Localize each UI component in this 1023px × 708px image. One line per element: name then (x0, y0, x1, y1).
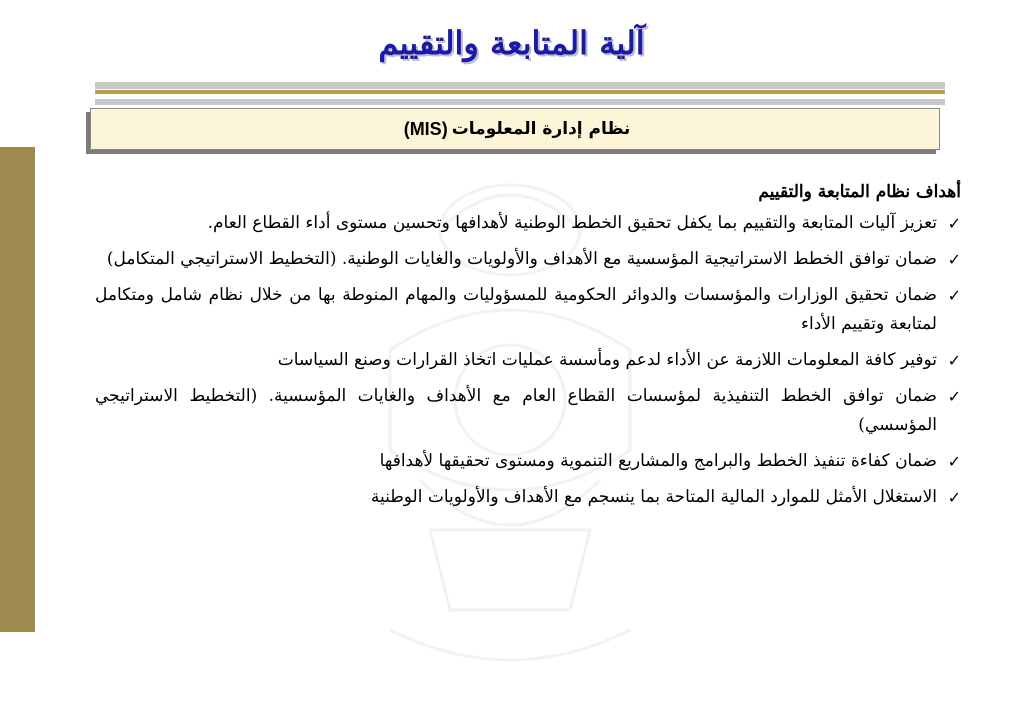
list-item (95, 209, 961, 238)
section-heading: أهداف نظام المتابعة والتقييم (758, 182, 961, 202)
list-item-text: تعزيز آليات المتابعة والتقييم بما يكفل تحقيق الخطط الوطنية لأهدافها وتحسين مستوى أداء القطاع العام. (207, 213, 937, 233)
list-item (95, 382, 961, 440)
list-item (95, 447, 961, 476)
subtitle-box (90, 108, 940, 150)
checkmark-icon: ✓ (947, 250, 961, 269)
list-item-text: ضمان كفاءة تنفيذ الخطط والبرامج والمشاريع التنموية ومستوى تحقيقها لأهدافها (379, 451, 937, 471)
checkmark-icon: ✓ (947, 488, 961, 507)
list-item-text: ضمان توافق الخطط التنفيذية لمؤسسات القطاع العام مع الأهداف والغايات المؤسسية. (التخطيط الاستراتيجي المؤسسي) (95, 386, 937, 435)
divider-gold (95, 90, 945, 94)
page-title: آلية المتابعة والتقييم (378, 24, 645, 62)
objectives-section (95, 178, 961, 519)
checkmark-icon: ✓ (947, 351, 961, 370)
divider-top (95, 82, 945, 89)
subtitle-abbr-text: MIS (409, 118, 442, 139)
checkmark-icon: ✓ (947, 214, 961, 233)
list-item-text: الاستغلال الأمثل للموارد المالية المتاحة بما ينسجم مع الأهداف والأولويات الوطنية (370, 487, 937, 507)
checkmark-icon: ✓ (947, 452, 961, 471)
divider-bottom (95, 99, 945, 105)
list-item (95, 245, 961, 274)
list-item (95, 483, 961, 512)
checkmark-icon: ✓ (947, 286, 961, 305)
subtitle-abbr: (MIS) (403, 118, 448, 139)
list-item-text: ضمان توافق الخطط الاستراتيجية المؤسسية مع الأهداف والأولويات والغايات الوطنية. (التخطيط الاستراتيجي المتكامل) (106, 249, 937, 269)
list-item-text: توفير كافة المعلومات اللازمة عن الأداء لدعم ومأسسة عمليات اتخاذ القرارات وصنع السياسات (277, 350, 937, 370)
side-accent-bar (0, 147, 35, 632)
list-item (95, 346, 961, 375)
list-item (95, 281, 961, 339)
checkmark-icon: ✓ (947, 387, 961, 406)
objectives-list (95, 209, 961, 512)
subtitle-text: نظام إدارة المعلومات (451, 119, 631, 139)
list-item-text: ضمان تحقيق الوزارات والمؤسسات والدوائر الحكومية للمسؤوليات والمهام المنوطة بها من خلال نظام شامل ومتكامل لمتابعة وتقييم الأداء (95, 285, 937, 334)
